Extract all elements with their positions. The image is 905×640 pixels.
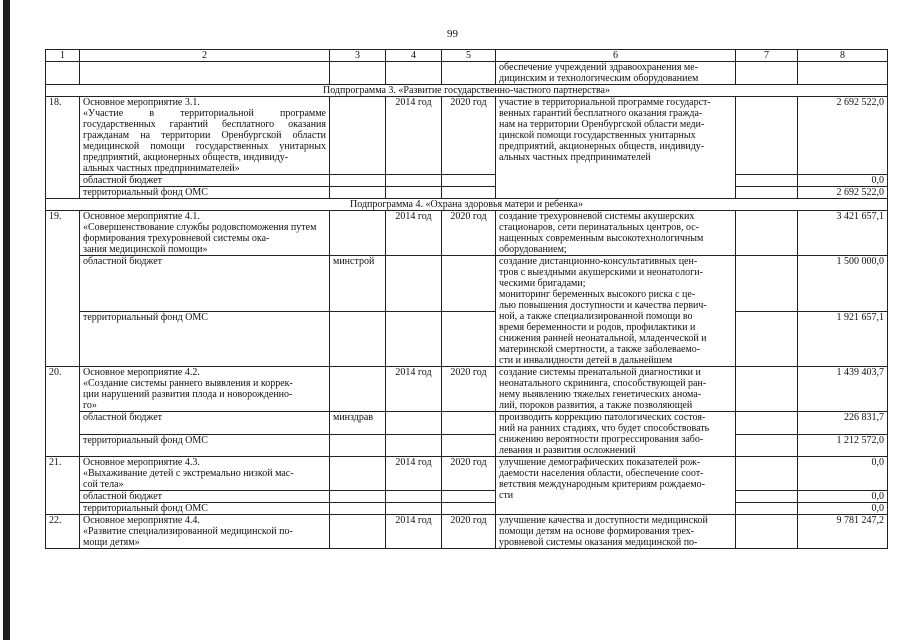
column-header: 7	[736, 50, 798, 62]
row-number: 21.	[46, 457, 80, 515]
funding-source: областной бюджет	[80, 412, 330, 435]
row-number: 22.	[46, 515, 80, 549]
table-row	[46, 97, 888, 175]
result-cell: производить коррекцию патологических состоя- ний на ранних стадиях, что будет способствовать снижению вероятности прогрессирования забо- левания и развития осложнений	[496, 412, 736, 457]
result-cell: обеспечение учреждений здравоохранения ме- дицинским и технологическим оборудованием	[496, 62, 736, 85]
program-activities-table	[45, 49, 888, 549]
funding-source: территориальный фонд ОМС	[80, 434, 330, 457]
column-header: 4	[386, 50, 442, 62]
column-header: 5	[442, 50, 496, 62]
result-cell: участие в территориальной программе государст- венных гарантий бесплатного оказания гражда- нам на территории Оренбургской области меди- цинской помощи государственных унитарных предприятий, акционерных обществ, индивиду- альных частных предпринимателей	[496, 97, 736, 199]
start-year: 2014 год	[386, 367, 442, 412]
activity-name: Основное мероприятие 4.1. «Совершенствование службы родовспоможения путем формирования трехуровневой системы ока- зания медицинской помощи»	[80, 211, 330, 256]
table-row	[46, 491, 888, 503]
subprogram-heading	[46, 199, 888, 211]
table-row	[46, 62, 888, 85]
funding-total: 2 692 522,0	[798, 97, 888, 175]
funding-amount: 1 500 000,0	[798, 256, 888, 312]
row-number: 19.	[46, 211, 80, 367]
table-row	[46, 211, 888, 256]
end-year: 2020 год	[442, 97, 496, 175]
result-cell: улучшение качества и доступности медицинской помощи детям на основе формирования трех- уровневой системы оказания медицинской по-	[496, 515, 736, 549]
subprogram-title: Подпрограмма 3. «Развитие государственно-частного партнерства»	[46, 85, 888, 97]
column-header: 1	[46, 50, 80, 62]
funding-amount: 2 692 522,0	[798, 187, 888, 199]
activity-name: Основное мероприятие 3.1. «Участие в территориальной программе государственных гарантий бесплатного оказания гражданам на территории Оренбургской области медицинской помощи государственных унитарных предприятий, акционерных обществ, индивиду- альных частных предпринимателей»	[80, 97, 330, 175]
row-number: 20.	[46, 367, 80, 457]
end-year: 2020 год	[442, 457, 496, 491]
funding-total: 9 781 247,2	[798, 515, 888, 549]
funding-source: областной бюджет	[80, 491, 330, 503]
table-row	[46, 367, 888, 412]
funding-amount: 1 921 657,1	[798, 311, 888, 367]
start-year: 2014 год	[386, 211, 442, 256]
funding-source: областной бюджет	[80, 175, 330, 187]
start-year: 2014 год	[386, 457, 442, 491]
end-year: 2020 год	[442, 515, 496, 549]
column-header: 6	[496, 50, 736, 62]
table-row	[46, 503, 888, 515]
result-cell: улучшение демографических показателей рож- даемости населения области, обеспечение соот- ветствия международным критериям рождаемо- сти	[496, 457, 736, 515]
table-row	[46, 457, 888, 491]
result-cell: создание системы пренатальной диагностики и неонатального скрининга, способствующей ран- нему выявлению тяжелых генетических анома- лий, пороков развития, а также позволяющей	[496, 367, 736, 412]
start-year: 2014 год	[386, 97, 442, 175]
subprogram-title: Подпрограмма 4. «Охрана здоровья матери и ребенка»	[46, 199, 888, 211]
column-header: 8	[798, 50, 888, 62]
binder-edge	[3, 0, 10, 640]
funding-total: 0,0	[798, 457, 888, 491]
result-cell: создание трехуровневой системы акушерских стационаров, сети перинатальных центров, ос- нащенных современным высокотехнологичным оборудованием;	[496, 211, 736, 256]
activity-name: Основное мероприятие 4.4. «Развитие специализированной медицинской по- мощи детям»	[80, 515, 330, 549]
table-row	[46, 175, 888, 187]
funding-source: территориальный фонд ОМС	[80, 311, 330, 367]
funding-source: областной бюджет	[80, 256, 330, 312]
table-row	[46, 311, 888, 367]
funding-total: 1 439 403,7	[798, 367, 888, 412]
funding-amount: 0,0	[798, 503, 888, 515]
table-row	[46, 515, 888, 549]
executor: минздрав	[330, 412, 386, 435]
table-row	[46, 434, 888, 457]
activity-name: Основное мероприятие 4.2. «Создание системы раннего выявления и коррек- ции нарушений развития плода и новорожденно- го»	[80, 367, 330, 412]
funding-source: территориальный фонд ОМС	[80, 187, 330, 199]
table-row	[46, 187, 888, 199]
funding-amount: 0,0	[798, 175, 888, 187]
funding-amount: 0,0	[798, 491, 888, 503]
start-year: 2014 год	[386, 515, 442, 549]
row-number: 18.	[46, 97, 80, 199]
activity-name: Основное мероприятие 4.3. «Выхаживание детей с экстремально низкой мас- сой тела»	[80, 457, 330, 491]
table-row	[46, 412, 888, 435]
end-year: 2020 год	[442, 367, 496, 412]
funding-source: территориальный фонд ОМС	[80, 503, 330, 515]
column-header: 2	[80, 50, 330, 62]
page-number: 99	[447, 28, 458, 40]
funding-total: 3 421 657,1	[798, 211, 888, 256]
table-row	[46, 256, 888, 312]
subprogram-heading	[46, 85, 888, 97]
column-number-row	[46, 50, 888, 62]
executor: минстрой	[330, 256, 386, 312]
funding-amount: 1 212 572,0	[798, 434, 888, 457]
result-cell: создание дистанционно-консультативных цен- тров с выездными акушерскими и неонатологи- ческими бригадами; мониторинг беременных высокого риска с це- лью повышения доступности и качества первич- ной, а также специализированной помощи во время беременности и родов, профилактики и снижения ранней неонатальной, младенческой и материнской смертности, а также заболеваемо- сти и инвалидности детей в дальнейшем	[496, 256, 736, 367]
funding-amount: 226 831,7	[798, 412, 888, 435]
end-year: 2020 год	[442, 211, 496, 256]
column-header: 3	[330, 50, 386, 62]
